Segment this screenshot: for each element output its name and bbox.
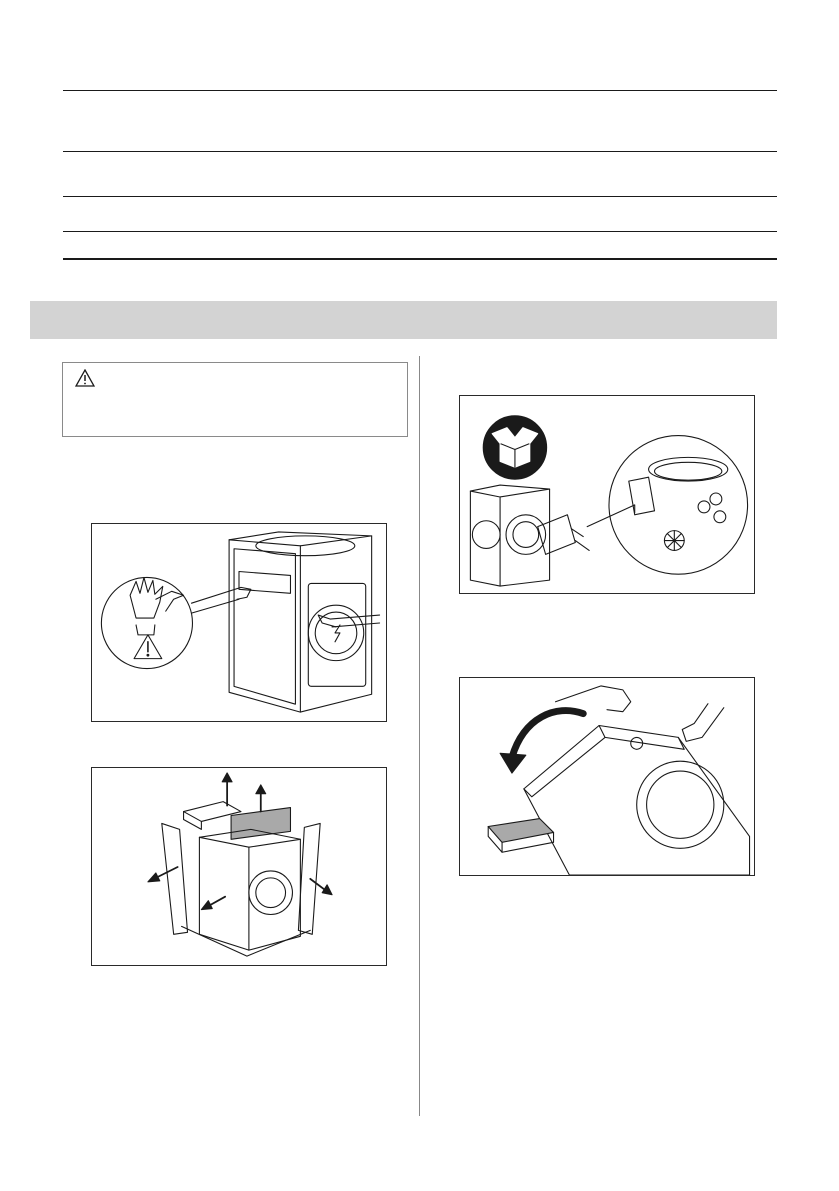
- column-divider: [419, 356, 420, 1116]
- caps-icon: [664, 493, 725, 550]
- box-icon: [483, 416, 546, 479]
- remove-polystyrene-pieces-figure: [91, 767, 387, 966]
- table-rule-bottom: [63, 258, 777, 260]
- section-heading-band: [30, 301, 777, 339]
- arrow-out-icon: [148, 867, 332, 910]
- tilt-appliance-figure: [459, 677, 755, 876]
- remove-packaging-cover-figure: [91, 523, 387, 722]
- arrow-up-icon: [222, 773, 266, 812]
- remove-accessories-bag-figure: [459, 395, 755, 594]
- warning-triangle-icon: [134, 635, 162, 659]
- warning-box: [62, 362, 408, 437]
- table-rule-1: [63, 90, 777, 91]
- warning-triangle-icon: [75, 369, 95, 387]
- table-rule-3: [63, 196, 777, 197]
- hoses-icon: [649, 457, 728, 481]
- table-rule-4: [63, 231, 777, 232]
- table-rule-2: [63, 151, 777, 152]
- curved-arrow-icon: [500, 711, 583, 773]
